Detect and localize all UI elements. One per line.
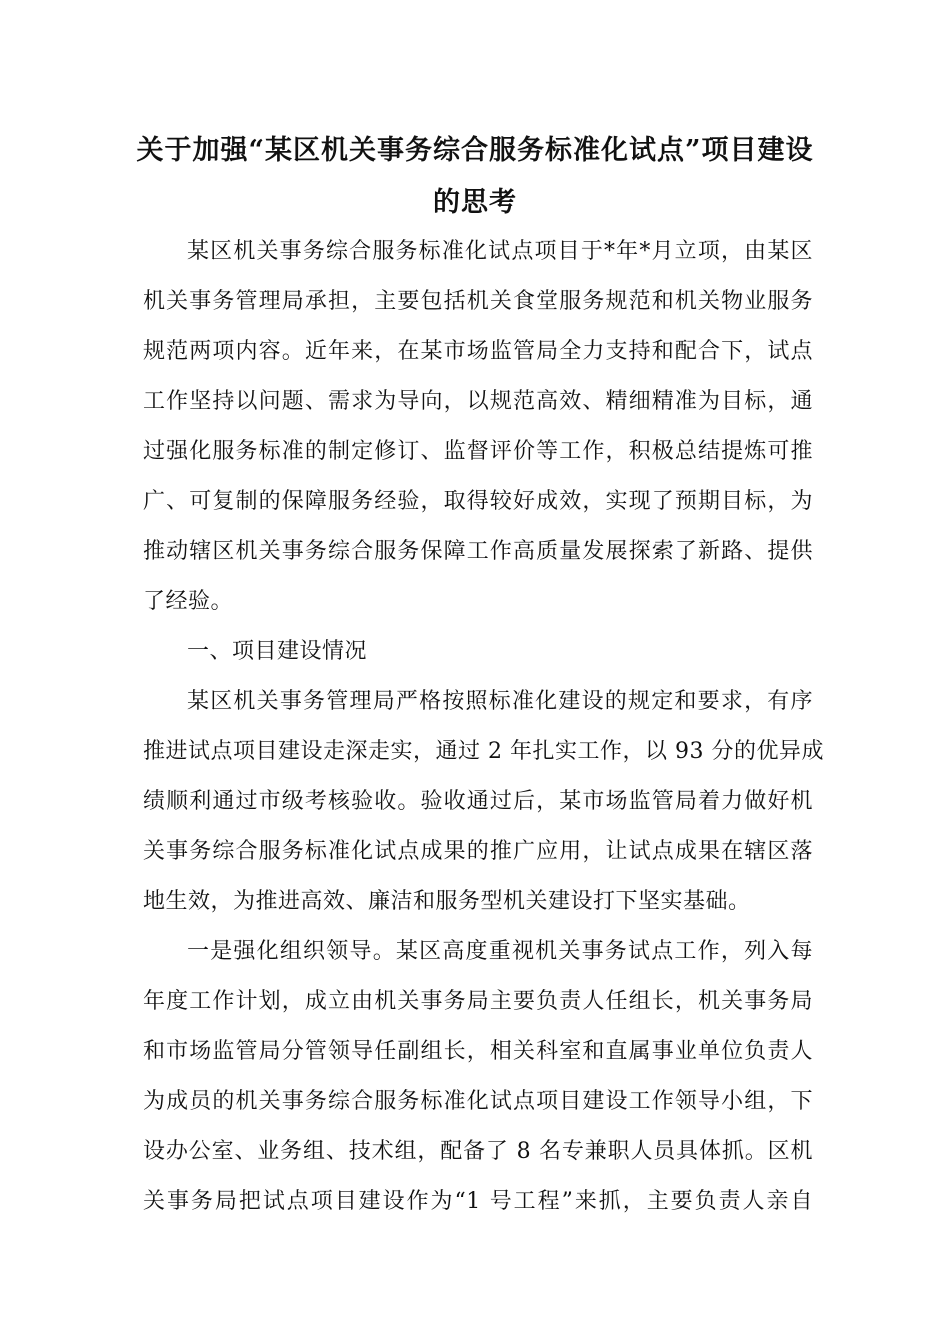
paragraph-line: 和市场监管局分管领导任副组长，相关科室和直属事业单位负责人 [143,1039,813,1064]
paragraph-line: 年度工作计划，成立由机关事务局主要负责人任组长，机关事务局 [143,989,813,1014]
paragraph-line: 关事务局把试点项目建设作为“1 号工程”来抓，主要负责人亲自 [143,1189,813,1214]
paragraph-line: 某区机关事务综合服务标准化试点项目于*年*月立项，由某区 [187,239,813,264]
document-title-line-2: 的思考 [433,187,517,218]
paragraph-line: 工作坚持以问题、需求为导向，以规范高效、精细精准为目标，通 [143,389,813,414]
section-heading: 一、项目建设情况 [187,639,368,664]
paragraph-line: 地生效，为推进高效、廉洁和服务型机关建设打下坚实基础。 [143,889,751,914]
paragraph-line: 机关事务管理局承担，主要包括机关食堂服务规范和机关物业服务 [143,289,813,314]
paragraph-line: 一是强化组织领导。某区高度重视机关事务试点工作，列入每 [187,939,813,964]
paragraph-line: 绩顺利通过市级考核验收。验收通过后，某市场监管局着力做好机 [143,789,813,814]
paragraph-line: 设办公室、业务组、技术组，配备了 8 名专兼职人员具体抓。区机 [143,1139,813,1164]
document-title-line-1: 关于加强“某区机关事务综合服务标准化试点”项目建设 [136,135,814,166]
paragraph-line: 过强化服务标准的制定修订、监督评价等工作，积极总结提炼可推 [143,439,813,464]
paragraph-line: 广、可复制的保障服务经验，取得较好成效，实现了预期目标，为 [143,489,813,514]
paragraph-line: 推进试点项目建设走深走实，通过 2 年扎实工作，以 93 分的优异成 [143,739,824,764]
paragraph-line: 了经验。 [143,589,234,614]
paragraph-line: 规范两项内容。近年来，在某市场监管局全力支持和配合下，试点 [143,339,813,364]
document-body [143,227,824,1227]
paragraph-line: 关事务综合服务标准化试点成果的推广应用，让试点成果在辖区落 [143,839,813,864]
paragraph-line: 为成员的机关事务综合服务标准化试点项目建设工作领导小组，下 [143,1089,813,1114]
paragraph-line: 某区机关事务管理局严格按照标准化建设的规定和要求，有序 [187,689,813,714]
paragraph-line: 推动辖区机关事务综合服务保障工作高质量发展探索了新路、提供 [143,539,813,564]
